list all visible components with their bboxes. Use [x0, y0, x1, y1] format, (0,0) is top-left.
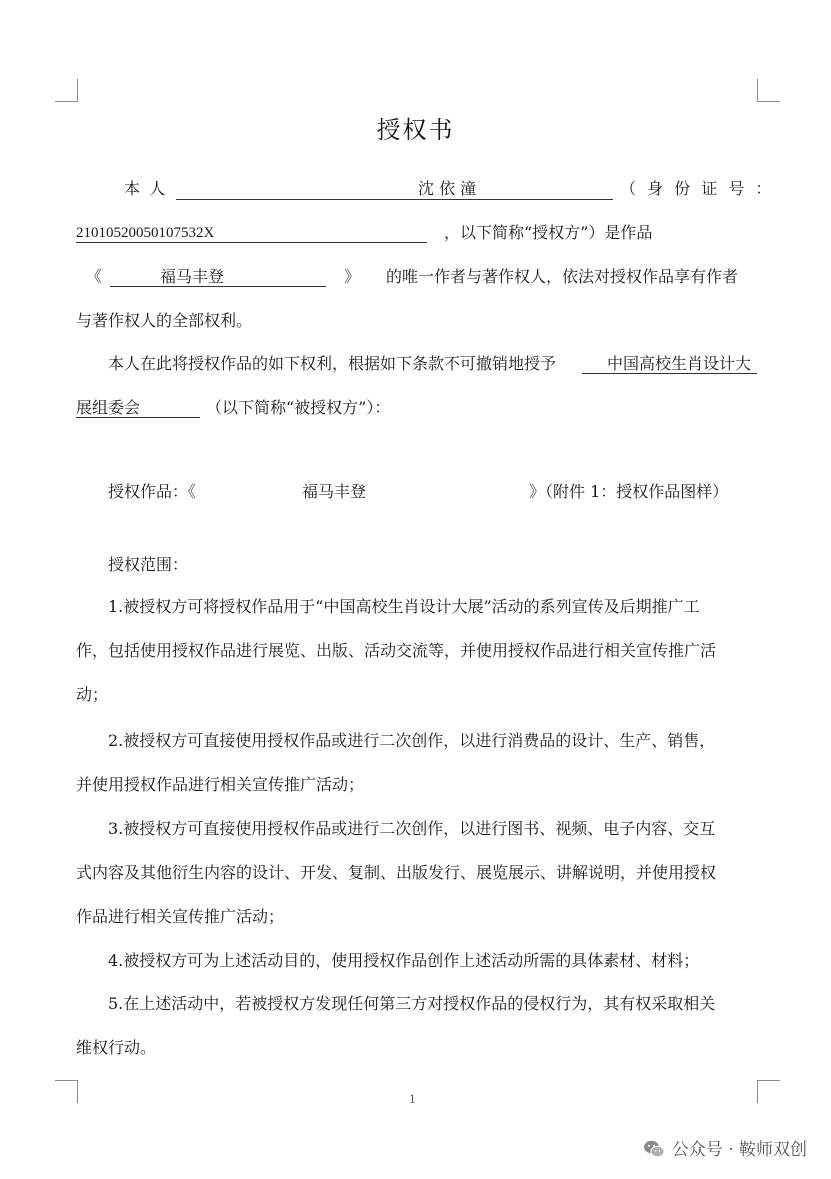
id-number: 21010520050107532X [76, 225, 215, 241]
id-number-underline [76, 242, 427, 243]
crop-mark-top-left [55, 79, 78, 102]
scope-item2-line1: 2.被授权方可直接使用授权作品或进行二次创作，以进行消费品的设计、生产、销售， [108, 731, 716, 750]
scope-item4-line1: 4.被授权方可为上述活动目的，使用授权作品创作上述活动所需的具体素材、材料； [108, 951, 700, 970]
line3-rest: 的唯一作者与著作权人，依法对授权作品享有作者 [386, 267, 739, 286]
work-line-title: 福马丰登 [302, 482, 367, 501]
scope-item5-line2: 维权行动。 [76, 1038, 157, 1057]
scope-item1-line3: 动； [76, 685, 109, 704]
crop-mark-bottom-left [55, 1080, 78, 1103]
work-line-suffix: 》（附件 1：授权作品图样） [529, 482, 729, 501]
scope-item1-line2: 作，包括使用授权作品进行展览、出版、活动交流等，并使用授权作品进行相关宣传推广活 [76, 641, 717, 660]
scope-item3-line2: 式内容及其他衍生内容的设计、开发、复制、出版发行、展览展示、讲解说明，并使用授权 [76, 863, 717, 882]
author-name-underline [176, 199, 613, 200]
id-label: （ 身 份 证 号 ： [620, 179, 775, 198]
grantee-suffix: （以下简称“被授权方”）： [206, 398, 391, 417]
wechat-icon [642, 1137, 666, 1161]
watermark [642, 1135, 807, 1161]
yixia-text: ，以下简称“授权方”）是作品 [444, 223, 653, 242]
grantee-part2: 展组委会 [76, 398, 141, 417]
scope-item3-line1: 3.被授权方可直接使用授权作品或进行二次创作，以进行图书、视频、电子内容、交互 [108, 819, 716, 838]
scope-item3-line3: 作品进行相关宣传推广活动； [76, 907, 285, 926]
benren-label: 本 人 [124, 179, 168, 198]
work-title: 福马丰登 [160, 267, 225, 286]
crop-mark-top-right [757, 79, 780, 102]
line4-text: 与著作权人的全部权利。 [76, 311, 253, 330]
author-name: 沈 依 潼 [418, 179, 477, 198]
scope-item2-line2: 并使用授权作品进行相关宣传推广活动； [76, 775, 365, 794]
open-quote: 《 [86, 267, 103, 286]
grantee-part1: 中国高校生肖设计大 [607, 354, 752, 373]
grantee-underline-1 [582, 373, 757, 374]
page-number: 1 [409, 1093, 416, 1106]
scope-heading: 授权范围： [108, 555, 189, 574]
work-title-underline [110, 286, 326, 287]
scope-item5-line1: 5.在上述活动中，若被授权方发现任何第三方对授权作品的侵权行为，其有权采取相关 [108, 994, 716, 1013]
watermark-text: 公众号 · 鞍师双创 [671, 1140, 807, 1160]
scope-item1-line1: 1.被授权方可将授权作品用于“中国高校生肖设计大展”活动的系列宣传及后期推广工 [108, 597, 700, 616]
grant-intro: 本人在此将授权作品的如下权利，根据如下条款不可撤销地授予 [108, 354, 557, 373]
close-quote: 》 [344, 267, 361, 286]
page-title: 授权书 [376, 116, 455, 144]
work-line-label: 授权作品：《 [108, 482, 197, 501]
grantee-underline-2 [76, 417, 200, 418]
crop-mark-bottom-right [757, 1080, 780, 1103]
